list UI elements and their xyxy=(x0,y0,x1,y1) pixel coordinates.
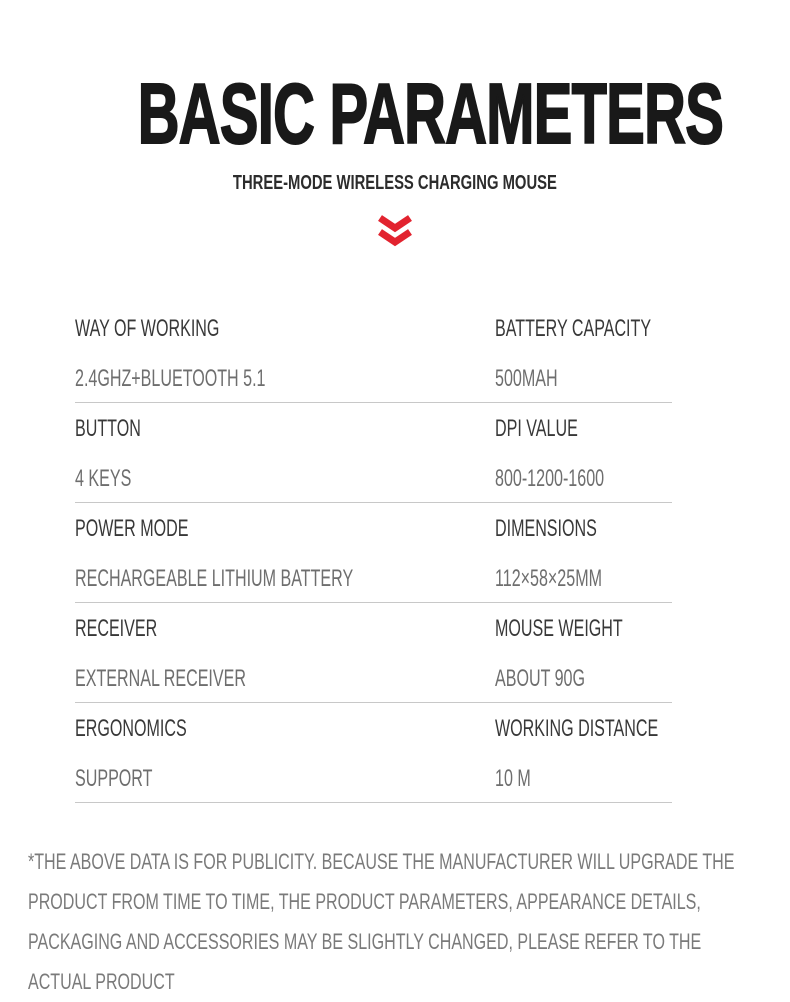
spec-value: 500MAH xyxy=(495,365,558,392)
spec-label: BUTTON xyxy=(75,415,141,442)
spec-row xyxy=(75,603,672,703)
spec-row xyxy=(75,703,672,803)
header xyxy=(0,67,790,162)
spec-row xyxy=(75,303,672,403)
subheader xyxy=(0,172,790,194)
spec-value: 4 KEYS xyxy=(75,465,132,492)
page-subtitle: THREE-MODE WIRELESS CHARGING MOUSE xyxy=(233,172,557,194)
scroll-hint xyxy=(0,214,790,253)
spec-label: DIMENSIONS xyxy=(495,515,597,542)
page-title: BASIC PARAMETERS xyxy=(137,67,724,162)
spec-value: 112×58×25MM xyxy=(495,565,602,592)
spec-cell-power-mode xyxy=(75,503,495,602)
spec-cell-mouse-weight xyxy=(495,603,672,702)
spec-value: 10 M xyxy=(495,765,531,792)
spec-cell-ergonomics xyxy=(75,703,495,802)
spec-label: WAY OF WORKING xyxy=(75,315,220,342)
spec-cell-way-of-working xyxy=(75,303,495,402)
spec-label: BATTERY CAPACITY xyxy=(495,315,652,342)
spec-cell-dpi-value xyxy=(495,403,672,502)
spec-label: MOUSE WEIGHT xyxy=(495,615,623,642)
double-chevron-down-icon xyxy=(375,214,415,253)
spec-value: SUPPORT xyxy=(75,765,153,792)
spec-value: 800-1200-1600 xyxy=(495,465,605,492)
spec-cell-battery-capacity xyxy=(495,303,672,402)
spec-cell-dimensions xyxy=(495,503,672,602)
spec-label: WORKING DISTANCE xyxy=(495,715,659,742)
spec-value: EXTERNAL RECEIVER xyxy=(75,665,246,692)
spec-label: DPI VALUE xyxy=(495,415,578,442)
spec-label: POWER MODE xyxy=(75,515,189,542)
spec-label: RECEIVER xyxy=(75,615,158,642)
spec-cell-working-distance xyxy=(495,703,672,802)
spec-value: RECHARGEABLE LITHIUM BATTERY xyxy=(75,565,354,592)
disclaimer-text: *THE ABOVE DATA IS FOR PUBLICITY. BECAUSE THE MANUFACTURER WILL UPGRADE THE PRODUCT FROM TIME TO TIME, THE PRODUCT PARAMETERS, APPEARANCE DETAILS, PACKAGING AND ACCESSORIES MAY BE SLIGHTLY CHANGED, PLEASE REFER TO THE ACTUAL PRODUCT xyxy=(28,849,735,994)
spec-cell-button xyxy=(75,403,495,502)
spec-value: 2.4GHZ+BLUETOOTH 5.1 xyxy=(75,365,266,392)
spec-table xyxy=(75,303,672,803)
spec-label: ERGONOMICS xyxy=(75,715,187,742)
spec-row xyxy=(75,403,672,503)
spec-value: ABOUT 90G xyxy=(495,665,585,692)
spec-cell-receiver xyxy=(75,603,495,702)
spec-row xyxy=(75,503,672,603)
